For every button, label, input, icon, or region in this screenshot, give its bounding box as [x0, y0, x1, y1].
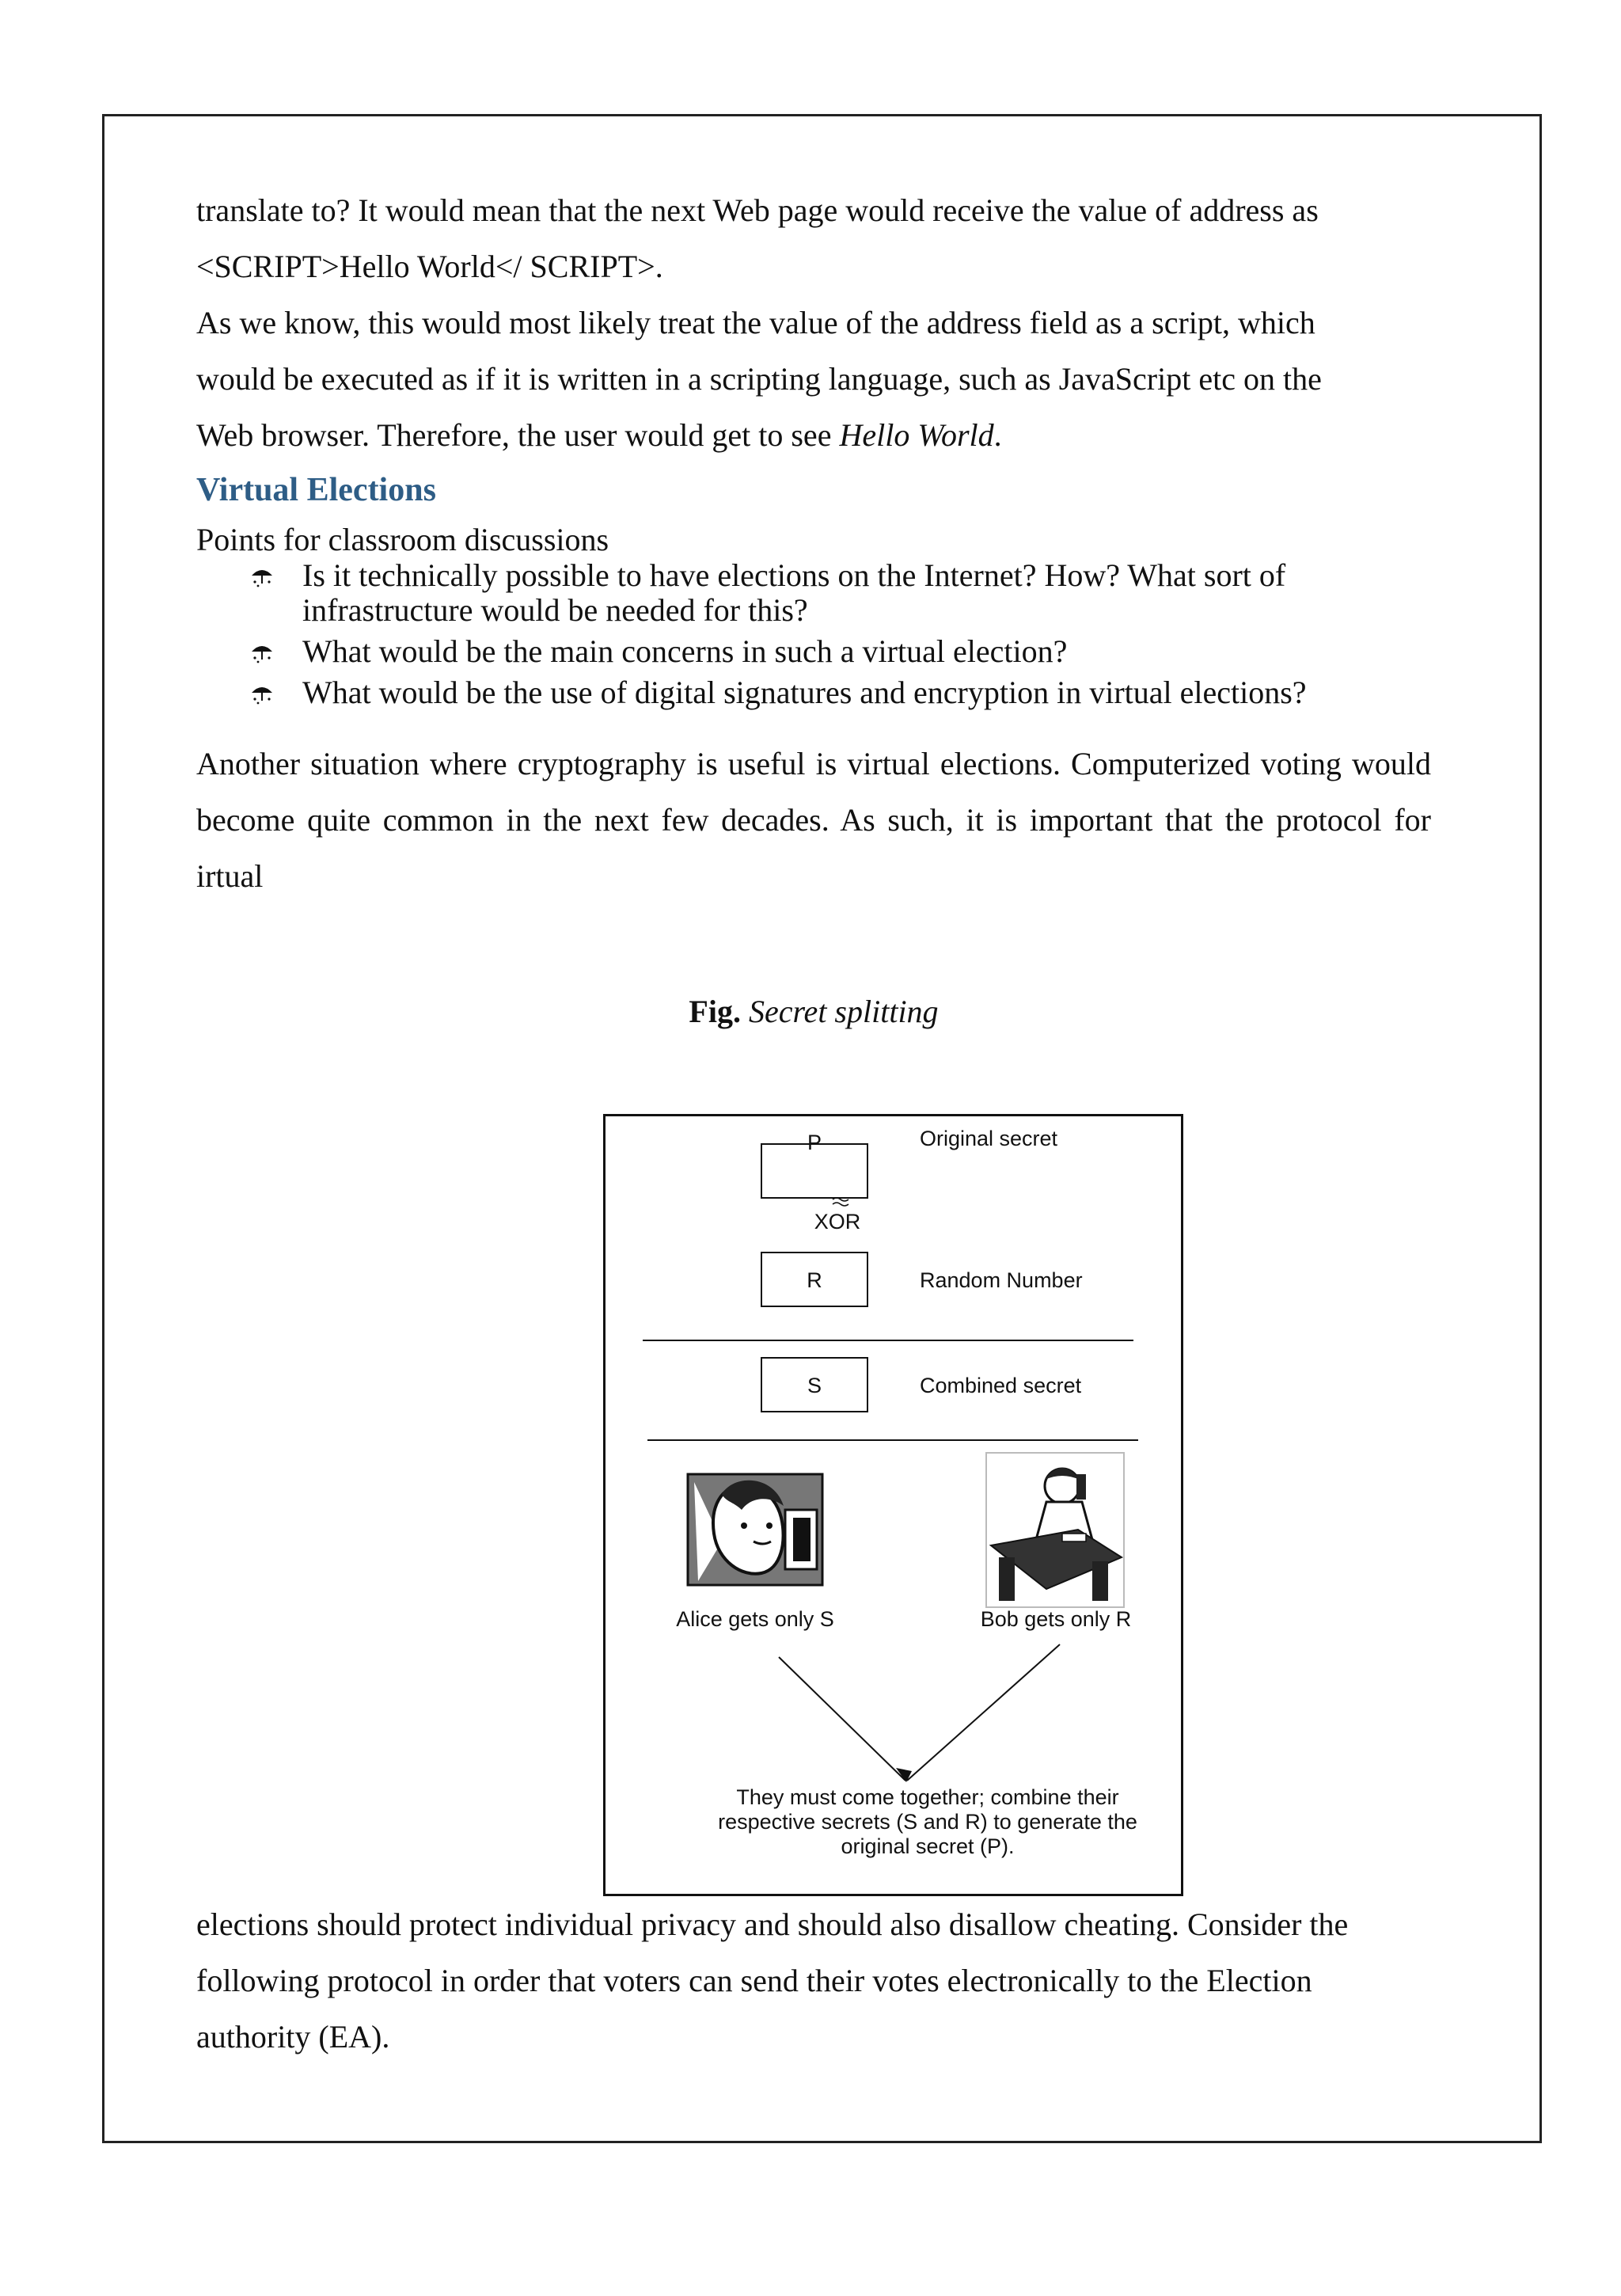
xor-label: XOR	[814, 1210, 861, 1234]
combined-secret-label: Combined secret	[920, 1374, 1082, 1397]
text-line	[196, 407, 1431, 463]
conclusion-line: respective secrets (S and R) to generate the	[718, 1810, 1137, 1834]
text-line: As we know, this would most likely treat the value of the address field as a script, which	[196, 305, 1315, 340]
box-s-label: S	[807, 1374, 822, 1397]
text-run: Web browser. Therefore, the user would get to see	[196, 417, 840, 453]
conclusion-line: They must come together; combine their	[736, 1785, 1119, 1809]
main-content	[196, 182, 1431, 1030]
section-heading: Virtual Elections	[196, 472, 436, 508]
original-secret-label: Original secret	[920, 1127, 1058, 1150]
umbrella-icon	[250, 683, 274, 705]
bob-label: Bob gets only R	[980, 1607, 1132, 1631]
text-line: following protocol in order that voters can send their votes electronically to the Election	[196, 1963, 1312, 1998]
caption-title: Secret splitting	[748, 994, 939, 1029]
figure-caption	[196, 993, 1431, 1030]
box-p-label: P	[807, 1131, 822, 1154]
bullet-text: What would be the use of digital signatures and encryption in virtual elections?	[302, 675, 1307, 710]
paragraph: Another situation where cryptography is useful is virtual elections. Computerized voting would become quite common in the next few decades. As such, it is important that the protocol for irtual	[196, 746, 1431, 894]
random-number-label: Random Number	[920, 1268, 1083, 1292]
bullet-list	[196, 558, 1431, 710]
list-item	[250, 675, 1431, 710]
secret-splitting-diagram	[603, 1114, 1183, 1896]
text-line: authority (EA).	[196, 2019, 390, 2055]
text-run: .	[993, 417, 1002, 453]
text-line: would be executed as if it is written in a scripting language, such as JavaScript etc on the	[196, 361, 1322, 397]
conclusion-line: original secret (P).	[841, 1834, 1015, 1858]
bottom-paragraph	[196, 1896, 1431, 2065]
italic-run: Hello World	[839, 417, 994, 453]
bullet-text: Is it technically possible to have elections on the Internet? How? What sort of infrastructure would be needed for this?	[302, 557, 1286, 628]
list-item	[250, 558, 1431, 628]
text-line: translate to? It would mean that the next Web page would receive the value of address as	[196, 192, 1319, 228]
text-line: <SCRIPT>Hello World</ SCRIPT>.	[196, 249, 663, 284]
caption-label: Fig.	[689, 994, 741, 1029]
box-r-label: R	[807, 1268, 822, 1292]
text-line: elections should protect individual privacy and should also disallow cheating. Consider the	[196, 1906, 1349, 1942]
bullet-text: What would be the main concerns in such a virtual election?	[302, 633, 1068, 669]
alice-icon	[688, 1474, 822, 1585]
alice-label: Alice gets only S	[676, 1607, 834, 1631]
list-item	[250, 634, 1431, 669]
umbrella-icon	[250, 642, 274, 664]
umbrella-icon	[250, 566, 274, 588]
bob-icon	[986, 1453, 1124, 1607]
intro-text: Points for classroom discussions	[196, 522, 609, 557]
